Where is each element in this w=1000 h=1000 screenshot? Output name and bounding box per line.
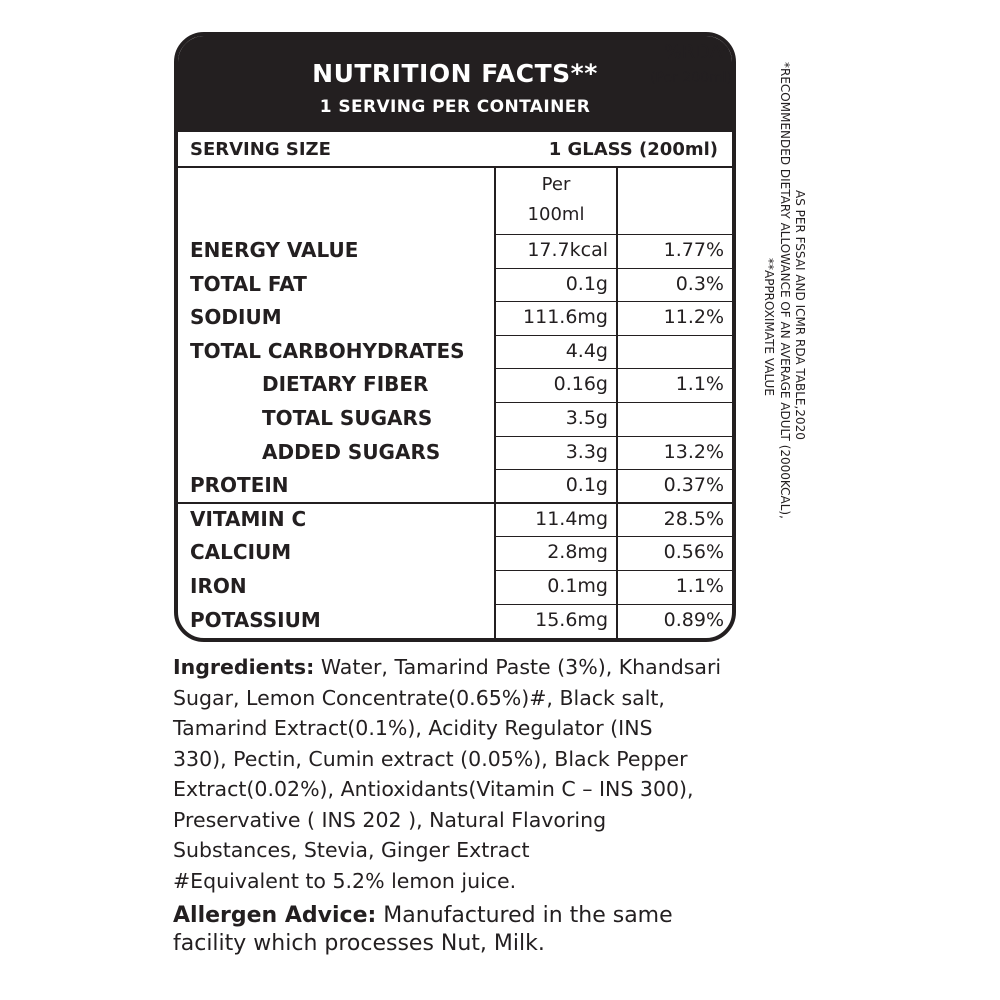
nutrient-amount: 17.7kcal [527,239,608,261]
ingredients-line: Substances, Stevia, Ginger Extract [173,838,530,862]
nutrient-name: ADDED SUGARS [262,439,441,464]
nutrient-name: ENERGY VALUE [190,238,359,262]
approximate-value-note: **APPROXIMATE VALUE [762,258,776,396]
nutrient-name: TOTAL SUGARS [262,406,433,430]
row-divider [494,436,734,437]
nutrient-rda: 1.1% [675,575,724,597]
nutrient-row [178,570,732,603]
row-divider [494,402,734,403]
allergen-line [173,902,833,930]
row-divider [494,234,734,235]
nutrient-amount: 0.1mg [547,575,608,597]
nutrient-amount: 111.6mg [523,306,608,329]
nutrient-name: POTASSIUM [190,607,321,632]
nutrient-name: IRON [190,574,247,598]
ingredients-line: Sugar, Lemon Concentrate(0.65%)#, Black salt, [173,685,665,710]
nutrient-row [178,604,732,637]
nutrient-row [178,402,732,435]
nutrient-name: SODIUM [190,305,282,330]
column-header-per-line2: 100ml [527,204,585,225]
nutrition-facts-panel [174,32,736,642]
row-divider [494,335,734,336]
nutrient-name: TOTAL FAT [190,271,307,296]
nutrient-rda: 1.1% [675,373,724,396]
row-divider [494,469,734,470]
section-divider [178,502,732,504]
nutrient-amount: 0.1g [565,474,608,497]
row-divider [494,368,734,369]
nutrient-amount: 0.16g [553,373,608,396]
ingredients-line [173,652,833,683]
nutrient-amount: 4.4g [565,339,608,362]
nutrient-row [178,436,732,469]
serving-size-label: SERVING SIZE [190,139,331,160]
nutrient-rda: 1.77% [663,239,724,261]
nutrient-row [178,301,732,334]
panel-title: NUTRITION FACTS** [312,59,598,88]
column-header-per-line1: Per [541,174,571,195]
allergen-block [173,902,833,958]
nutrient-row [178,469,732,502]
nutrient-name: TOTAL CARBOHYDRATES [190,338,465,363]
nutrient-name: PROTEIN [190,473,289,498]
ingredients-block [173,652,833,896]
nutrient-name: VITAMIN C [190,506,307,531]
nutrient-rda: 0.56% [663,541,724,564]
nutrient-amount: 2.8mg [547,541,608,564]
nutrient-rda: 13.2% [663,440,724,463]
nutrient-row [178,268,732,301]
nutrient-row [178,503,732,536]
nutrient-name: CALCIUM [190,540,292,565]
ingredients-line: Extract(0.02%), Antioxidants(Vitamin C – INS 300), [173,777,694,801]
nutrient-amount: 0.1g [565,272,608,295]
ingredients-line: Tamarind Extract(0.1%), Acidity Regulator (INS [173,716,653,740]
rda-source-note: AS PER FSSAI AND ICMR RDA TABLE,2020 [793,190,807,440]
nutrient-name: DIETARY FIBER [262,372,429,397]
nutrient-rda: 0.37% [663,474,724,497]
ingredients-text: Water, Tamarind Paste (3%), Khandsari [314,655,722,679]
nutrient-rda: 0.89% [663,608,724,631]
row-divider [494,536,734,537]
nutrient-row [178,234,732,267]
nutrient-rda: 0.3% [675,272,724,295]
ingredients-label: Ingredients: [173,655,315,679]
ingredients-line: #Equivalent to 5.2% lemon juice. [173,868,517,893]
allergen-text: Manufactured in the same [376,903,673,928]
nutrient-row [178,335,732,368]
nutrient-amount: 3.3g [565,440,608,463]
nutrient-rda: 11.2% [663,306,724,329]
ingredients-line: 330), Pectin, Cumin extract (0.05%), Black Pepper [173,746,688,771]
nutrient-amount: 15.6mg [535,608,608,631]
row-divider [494,570,734,571]
ingredients-line: Preservative ( INS 202 ), Natural Flavoring [173,807,607,832]
row-divider [494,604,734,605]
servings-per-container: 1 SERVING PER CONTAINER [319,97,591,117]
nutrient-amount: 3.5g [565,407,608,429]
nutrient-row [178,536,732,569]
nutrient-amount: 11.4mg [535,507,608,530]
nutrient-row [178,368,732,401]
nutrient-rda: 28.5% [663,507,724,530]
allergen-label: Allergen Advice: [173,903,377,928]
serving-size-value: 1 GLASS (200ml) [548,139,718,160]
row-divider [494,268,734,269]
column-header-per-100ml [496,170,616,230]
column-header-rda [618,39,732,91]
row-divider [494,301,734,302]
rda-note: *RECOMMENDED DIETARY ALLOWANCE OF AN AVERAGE ADULT (2000KCAL), [778,62,792,519]
allergen-line: facility which processes Nut, Milk. [173,931,545,956]
serving-size-row [178,132,732,168]
column-header-rda-line2: (Per 200ml) [650,70,732,86]
column-header-rda-line1: %RDA* [663,41,732,63]
